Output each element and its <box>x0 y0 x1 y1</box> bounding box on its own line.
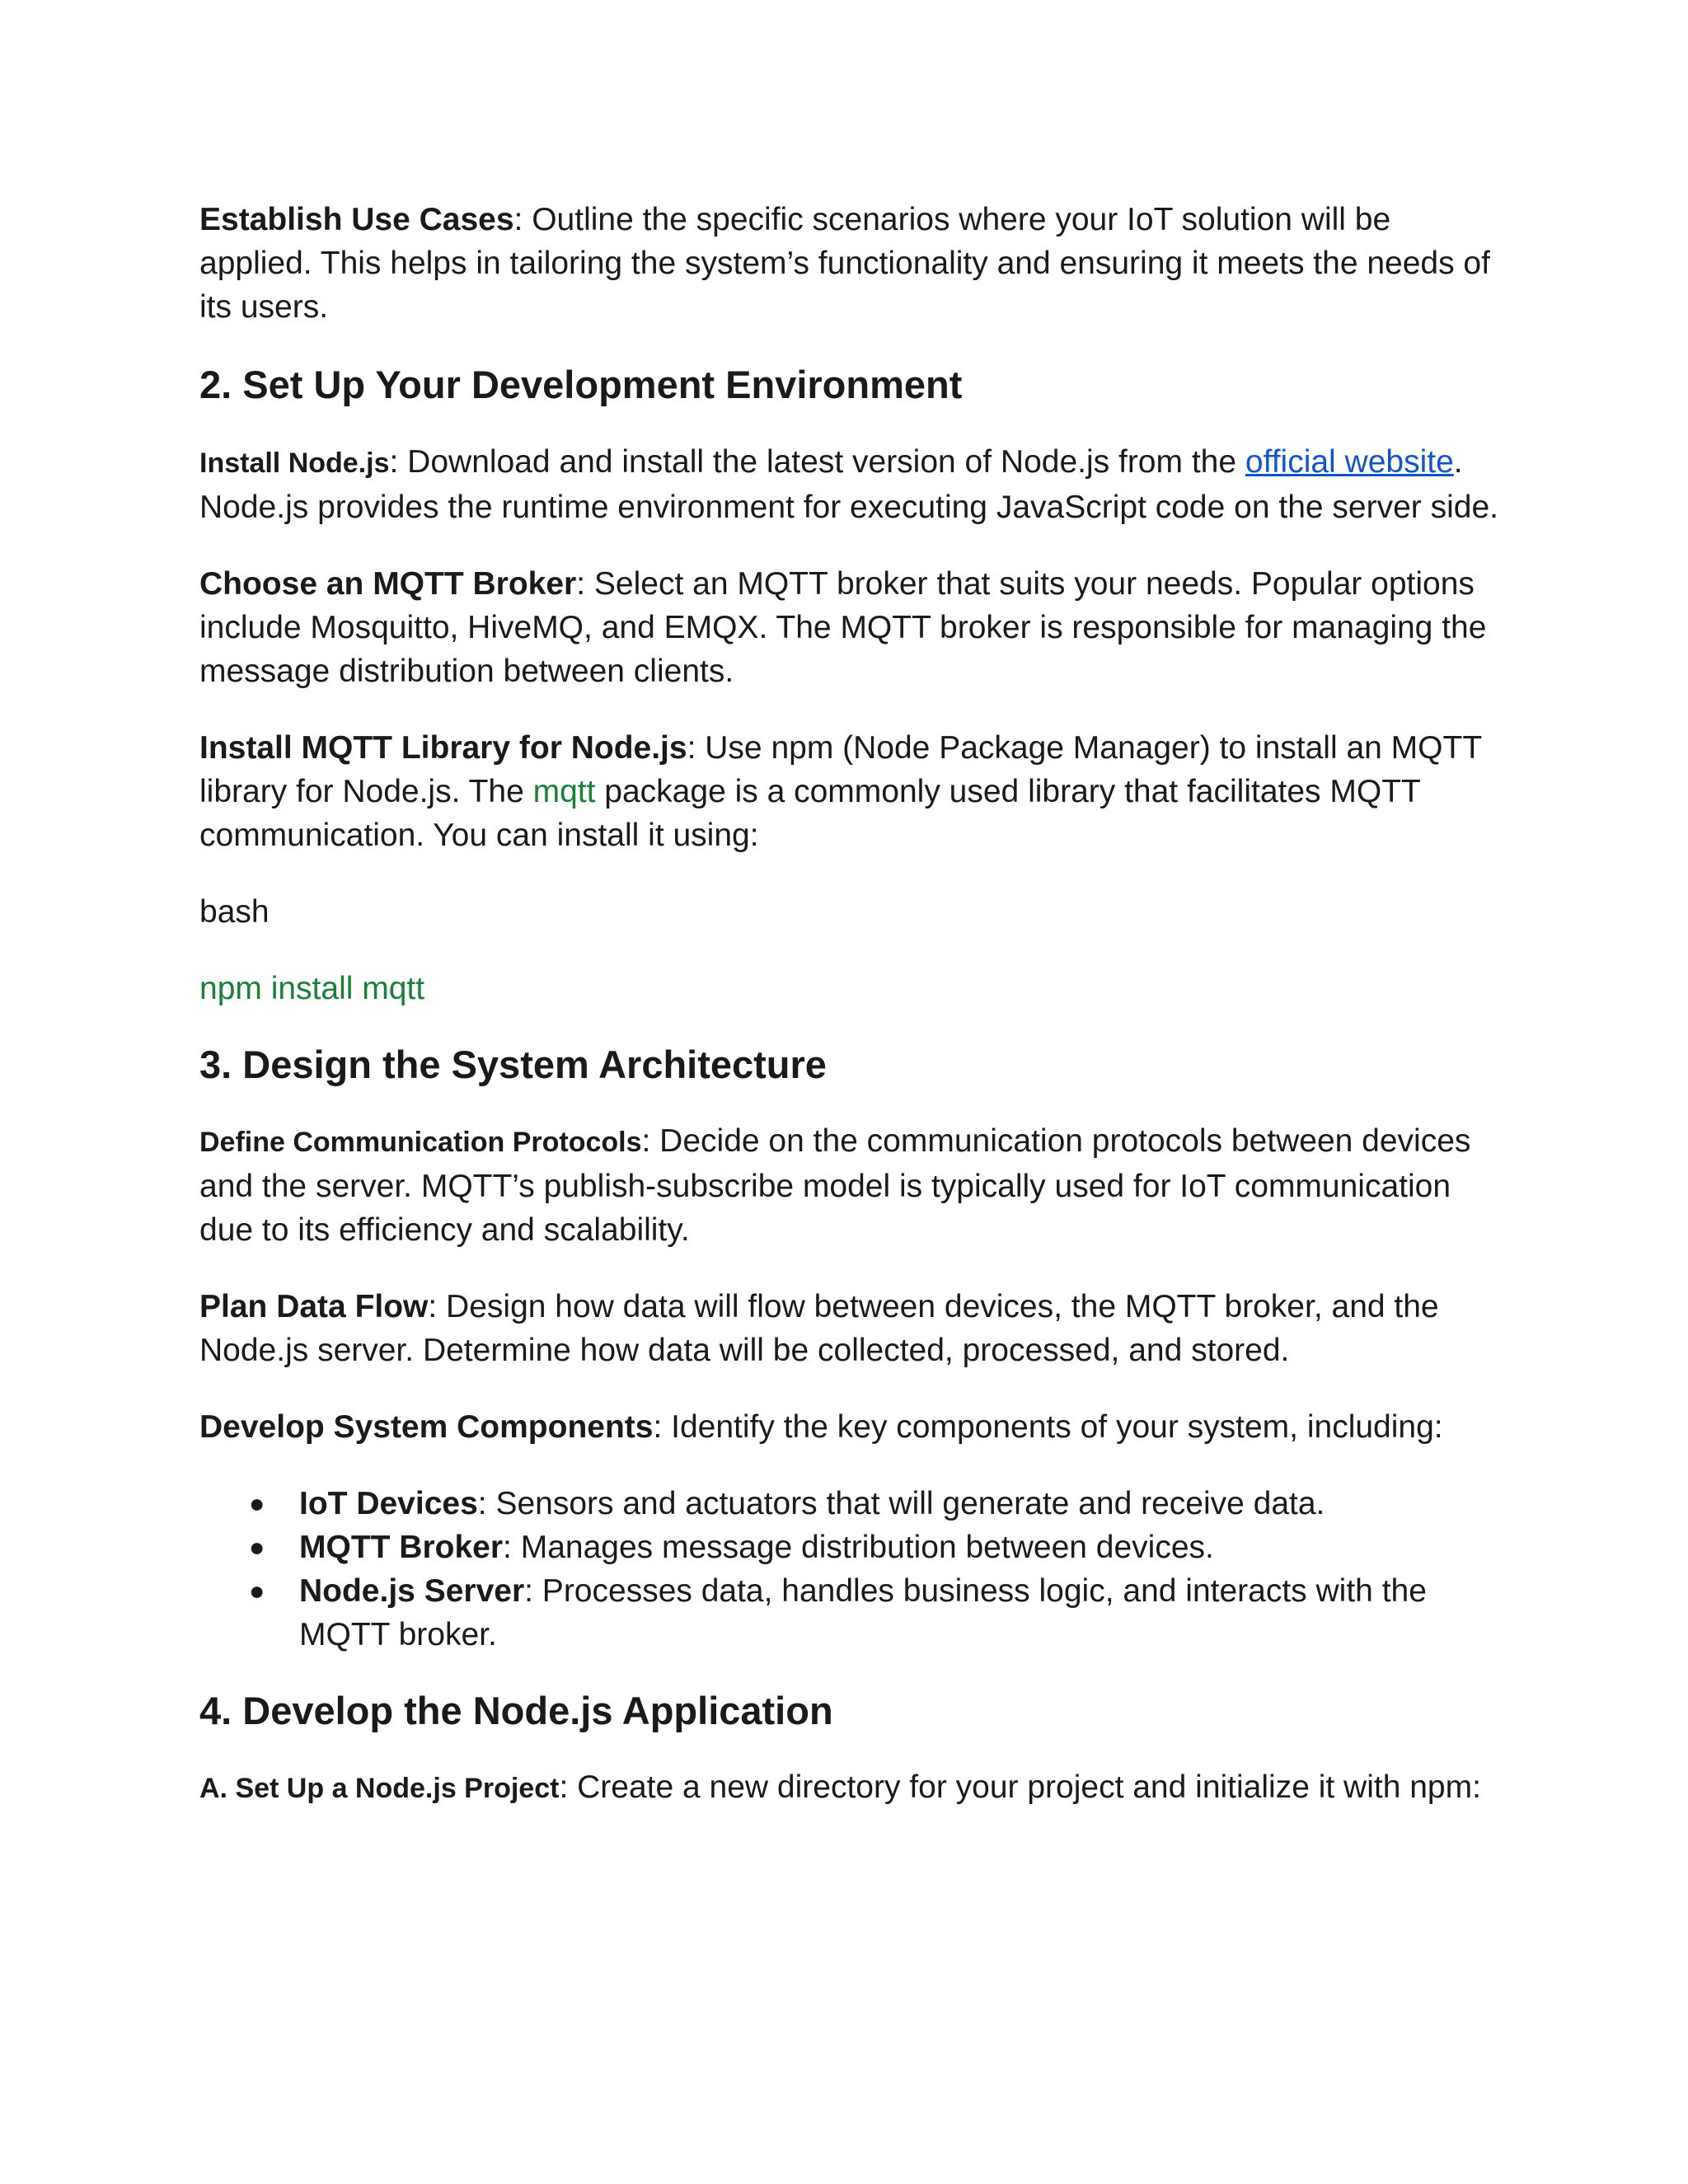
protocols-text: : Decide on the communication protocols between devices and the server. MQTT’s publish-subscribe model is typically used for IoT communication due to its efficiency and scalability. <box>199 1123 1471 1248</box>
code-language-label: bash <box>199 894 270 930</box>
section-3-heading: 3. Design the System Architecture <box>199 1043 827 1086</box>
components-paragraph <box>199 1405 1502 1449</box>
install-library-text-after: package is a commonly used library that facilitates MQTT communication. You can install it using: <box>199 774 1421 853</box>
choose-broker-label: Choose an MQTT Broker <box>199 566 577 602</box>
section-2-heading: 2. Set Up Your Development Environment <box>199 363 963 406</box>
official-website-link[interactable]: official website <box>1245 444 1454 480</box>
choose-broker-paragraph <box>199 562 1502 693</box>
component-label: IoT Devices <box>299 1486 478 1521</box>
choose-broker-text: : Select an MQTT broker that suits your needs. Popular options include Mosquitto, HiveMQ, and EMQX. The MQTT broker is responsible for managing the message distribution between clients. <box>199 566 1487 689</box>
use-cases-text: : Outline the specific scenarios where your IoT solution will be applied. This helps in tailoring the system’s functionality and ensuring it meets the needs of its users. <box>199 202 1490 325</box>
install-node-label: Install Node.js <box>199 448 390 479</box>
bullet-icon: ● <box>249 1488 265 1518</box>
bullet-icon: ● <box>249 1576 265 1605</box>
install-library-text-before: : Use npm (Node Package Manager) to install an MQTT library for Node.js. The <box>199 730 1482 809</box>
bullet-icon: ● <box>249 1532 265 1562</box>
list-item <box>199 1569 1502 1657</box>
install-node-paragraph <box>199 440 1502 529</box>
setup-project-text: : Create a new directory for your project and initialize it with npm: <box>559 1769 1481 1805</box>
install-node-text-after: . Node.js provides the runtime environment for executing JavaScript code on the server side. <box>199 444 1498 525</box>
list-item <box>199 1482 1502 1526</box>
section-4-heading: 4. Develop the Node.js Application <box>199 1689 833 1732</box>
document-page <box>199 198 1502 1811</box>
component-text: : Processes data, handles business logic, and interacts with the MQTT broker. <box>299 1573 1427 1652</box>
mqtt-code-inline: mqtt <box>532 774 596 809</box>
components-label: Develop System Components <box>199 1409 654 1445</box>
data-flow-text: : Design how data will flow between devices, the MQTT broker, and the Node.js server. Determine how data will be collected, processed, and stored. <box>199 1289 1439 1368</box>
use-cases-label: Establish Use Cases <box>199 202 514 237</box>
list-item <box>199 1526 1502 1569</box>
install-library-label: Install MQTT Library for Node.js <box>199 730 687 766</box>
protocols-label: Define Communication Protocols <box>199 1127 642 1158</box>
components-list <box>199 1482 1502 1657</box>
install-node-text-before: : Download and install the latest version of Node.js from the <box>389 444 1245 480</box>
install-library-paragraph <box>199 726 1502 857</box>
use-cases-paragraph <box>199 198 1502 329</box>
setup-project-paragraph <box>199 1765 1502 1811</box>
setup-project-label: A. Set Up a Node.js Project <box>199 1773 560 1804</box>
npm-install-command: npm install mqtt <box>199 971 425 1006</box>
component-text: : Manages message distribution between devices. <box>503 1530 1214 1565</box>
data-flow-label: Plan Data Flow <box>199 1289 429 1324</box>
data-flow-paragraph <box>199 1285 1502 1372</box>
protocols-paragraph <box>199 1119 1502 1252</box>
component-label: Node.js Server <box>299 1573 525 1609</box>
components-text: : Identify the key components of your system, including: <box>653 1409 1443 1445</box>
component-text: : Sensors and actuators that will generate and receive data. <box>477 1486 1325 1521</box>
component-label: MQTT Broker <box>299 1530 504 1565</box>
